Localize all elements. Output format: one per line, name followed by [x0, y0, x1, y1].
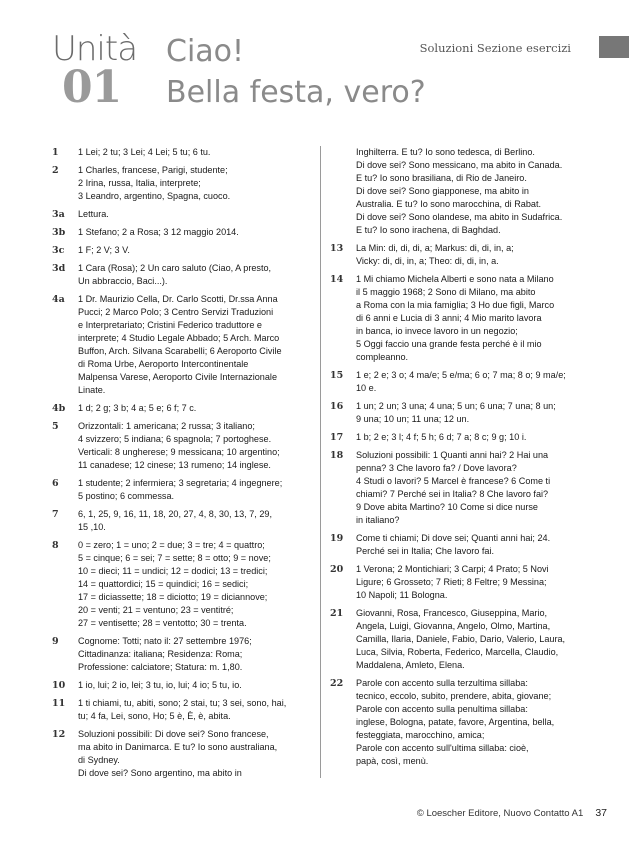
- answer-line: 15 ,10.: [78, 522, 106, 532]
- exercise-number: 20: [330, 564, 344, 575]
- exercise-number: 16: [330, 401, 344, 412]
- answer-line: in banca, io invece lavoro in un negozio;: [356, 326, 518, 336]
- exercise-entry: [52, 539, 318, 630]
- exercise-number: 3b: [52, 227, 66, 238]
- answer-line: compleanno.: [356, 352, 409, 362]
- answer-line: a Roma con la mia famiglia; 3 Ho due figli, Marco: [356, 300, 555, 310]
- answer-line: penna? 3 Che lavoro fa? / Dove lavora?: [356, 463, 517, 473]
- answer-line: Un abbraccio, Baci...).: [78, 276, 168, 286]
- answer-line: Angela, Luigi, Giovanna, Angelo, Olmo, Martina,: [356, 621, 551, 631]
- exercise-entry: [330, 607, 584, 672]
- answer-line: Buffon, Arch. Silvana Scarabelli; 6 Aeroporto Civile: [78, 346, 282, 356]
- answer-line: 10 e.: [356, 383, 377, 393]
- exercise-number: 3c: [52, 245, 65, 256]
- answer-line: Di dove sei? Sono messicano, ma abito in Canada.: [356, 160, 563, 170]
- exercise-entry: [52, 146, 318, 159]
- answer-line: in italiano?: [356, 515, 400, 525]
- exercise-entry: [52, 420, 318, 472]
- exercise-number: 7: [52, 509, 59, 520]
- answer-line: 1 Lei; 2 tu; 3 Lei; 4 Lei; 5 tu; 6 tu.: [78, 147, 211, 157]
- answer-line: Maddalena, Amleto, Elena.: [356, 660, 465, 670]
- answer-line: interprete; 4 Studio Legale Abbado; 5 Arch. Marco: [78, 333, 280, 343]
- answer-line: Soluzioni possibili: Di dove sei? Sono francese,: [78, 729, 269, 739]
- answer-line: Come ti chiami; Di dove sei; Quanti anni hai; 24.: [356, 533, 551, 543]
- answer-line: Verticali: 8 ungherese; 9 messicana; 10 argentino;: [78, 447, 280, 457]
- answer-line: Soluzioni possibili: 1 Quanti anni hai? 2 Hai una: [356, 450, 549, 460]
- answer-line: inglese, Bologna, patate, favore, Argentina, bella,: [356, 717, 555, 727]
- answer-line: di Roma Urbe, Aeroporto Intercontinentale: [78, 359, 249, 369]
- exercise-entry: [330, 400, 584, 426]
- exercise-entry: [52, 164, 318, 203]
- exercise-entry: [52, 679, 318, 692]
- answer-line: Malpensa Varese, Aeroporto Civile Internazionale: [78, 372, 277, 382]
- exercise-number: 1: [52, 147, 59, 158]
- answer-line: Pucci; 2 Marco Polo; 3 Centro Servizi Traduzioni: [78, 307, 274, 317]
- page-number: 37: [595, 807, 607, 819]
- answer-line: 1 F; 2 V; 3 V.: [78, 245, 130, 255]
- answer-line: Lettura.: [78, 209, 109, 219]
- exercise-number: 22: [330, 678, 344, 689]
- exercise-entry: [52, 262, 318, 288]
- exercise-entry: [52, 508, 318, 534]
- answer-line: La Min: di, di, di, a; Markus: di, di, in, a;: [356, 243, 514, 253]
- answer-line: Camilla, Ilaria, Daniele, Fabio, Dario, Valerio, Laura,: [356, 634, 566, 644]
- answer-line: Inghilterra. E tu? Io sono tedesca, di Berlino.: [356, 147, 535, 157]
- column-divider: [320, 146, 321, 778]
- answer-line: Giovanni, Rosa, Francesco, Giuseppina, Mario,: [356, 608, 548, 618]
- answer-line: 9 una; 10 un; 11 una; 12 un.: [356, 414, 470, 424]
- answer-line: Ligure; 6 Grosseto; 7 Rieti; 8 Feltre; 9 Messina;: [356, 577, 547, 587]
- exercise-number: 17: [330, 432, 344, 443]
- exercise-number: 5: [52, 421, 59, 432]
- section-tab-marker: [599, 36, 629, 58]
- answer-line: Professione: calciatore; Statura: m. 1,80.: [78, 662, 243, 672]
- answer-line: Linate.: [78, 385, 106, 395]
- exercise-entry: [330, 532, 584, 558]
- answer-line: Orizzontali: 1 americana; 2 russa; 3 italiano;: [78, 421, 255, 431]
- answer-line: Di dove sei? Sono argentino, ma abito in: [78, 768, 242, 778]
- answer-line: Di dove sei? Sono olandese, ma abito in Sudafrica.: [356, 212, 563, 222]
- exercise-number: 10: [52, 680, 66, 691]
- answer-line: papà, così, menù.: [356, 756, 429, 766]
- exercise-entry: [330, 563, 584, 602]
- answer-line: 1 Dr. Maurizio Cella, Dr. Carlo Scotti, Dr.ssa Anna: [78, 294, 278, 304]
- exercise-entry: [330, 431, 584, 444]
- exercise-entry: [52, 728, 318, 780]
- exercise-number: 9: [52, 636, 59, 647]
- exercise-entry: [52, 208, 318, 221]
- answer-line: 1 b; 2 e; 3 l; 4 f; 5 h; 6 d; 7 a; 8 c; 9 g; 10 i.: [356, 432, 527, 442]
- publisher-credit: © Loescher Editore, Nuovo Contatto A1: [416, 808, 584, 819]
- answer-line: 4 Studi o lavori? 5 Marcel è francese? 6 Come ti: [356, 476, 551, 486]
- exercise-number: 6: [52, 478, 59, 489]
- answer-line: 3 Leandro, argentino, Spagna, cuoco.: [78, 191, 231, 201]
- page-title-line-1: Ciao!: [166, 34, 245, 69]
- left-column: [52, 146, 318, 785]
- answer-line: 5 = cinque; 6 = sei; 7 = sette; 8 = otto; 9 = nove;: [78, 553, 271, 563]
- exercise-entry: [52, 697, 318, 723]
- exercise-entry: [330, 242, 584, 268]
- exercise-number: 21: [330, 608, 344, 619]
- answer-line: 9 Dove abita Martino? 10 Come si dice nurse: [356, 502, 538, 512]
- answer-line: 1 Charles, francese, Parigi, studente;: [78, 165, 228, 175]
- answer-line: festeggiata, marocchino, amica;: [356, 730, 485, 740]
- answer-line: 10 Napoli; 11 Bologna.: [356, 590, 448, 600]
- answer-line: Parole con accento sulla terzultima sillaba:: [356, 678, 528, 688]
- unit-label: Unità: [52, 29, 138, 69]
- exercise-entry: [330, 449, 584, 527]
- answer-line: 5 Oggi faccio una grande festa perché è il mio: [356, 339, 542, 349]
- page-title-line-2: Bella festa, vero?: [166, 75, 426, 110]
- section-label: Soluzioni Sezione esercizi: [419, 41, 571, 55]
- answer-line: 1 e; 2 e; 3 o; 4 ma/e; 5 e/ma; 6 o; 7 ma; 8 o; 9 ma/e;: [356, 370, 566, 380]
- answer-line: Cognome: Totti; nato il: 27 settembre 1976;: [78, 636, 252, 646]
- exercise-number: 8: [52, 540, 59, 551]
- answer-line: 2 Irina, russa, Italia, interprete;: [78, 178, 201, 188]
- exercise-entry: [330, 677, 584, 768]
- answer-line: 17 = diciassette; 18 = diciotto; 19 = diciannove;: [78, 592, 268, 602]
- exercise-entry: [330, 146, 584, 237]
- exercise-entry: [52, 635, 318, 674]
- answer-line: 10 = dieci; 11 = undici; 12 = dodici; 13 = tredici;: [78, 566, 268, 576]
- answer-line: 1 d; 2 g; 3 b; 4 a; 5 e; 6 f; 7 c.: [78, 403, 197, 413]
- exercise-entry: [330, 369, 584, 395]
- answer-line: 1 Stefano; 2 a Rosa; 3 12 maggio 2014.: [78, 227, 239, 237]
- answer-line: 1 un; 2 un; 3 una; 4 una; 5 un; 6 una; 7 una; 8 un;: [356, 401, 556, 411]
- exercise-number: 15: [330, 370, 344, 381]
- answer-line: Parole con accento sulla penultima sillaba:: [356, 704, 528, 714]
- exercise-number: 13: [330, 243, 344, 254]
- answer-line: 1 Mi chiamo Michela Alberti e sono nata a Milano: [356, 274, 554, 284]
- answer-line: 11 canadese; 12 cinese; 13 rumeno; 14 inglese.: [78, 460, 271, 470]
- answer-line: Cittadinanza: italiana; Residenza: Roma;: [78, 649, 243, 659]
- exercise-number: 3a: [52, 209, 65, 220]
- exercise-entry: [52, 293, 318, 397]
- exercise-number: 3d: [52, 263, 66, 274]
- answer-line: ma abito in Danimarca. E tu? Io sono australiana,: [78, 742, 278, 752]
- exercise-entry: [52, 244, 318, 257]
- footer: [417, 807, 607, 819]
- answer-line: 6, 1, 25, 9, 16, 11, 18, 20, 27, 4, 8, 30, 13, 7, 29,: [78, 509, 272, 519]
- answer-line: Perché sei in Italia; Che lavoro fai.: [356, 546, 494, 556]
- answer-line: E tu? Io sono irachena, di Baghdad.: [356, 225, 501, 235]
- answer-line: tecnico, eccolo, subito, prendere, abita, giovane;: [356, 691, 552, 701]
- exercise-entry: [52, 226, 318, 239]
- answer-line: 5 postino; 6 commessa.: [78, 491, 175, 501]
- answer-line: Australia. E tu? Io sono marocchina, di Rabat.: [356, 199, 542, 209]
- answer-line: il 5 maggio 1968; 2 Sono di Milano, ma abito: [356, 287, 536, 297]
- answer-line: 1 io, lui; 2 io, lei; 3 tu, io, lui; 4 io; 5 tu, io.: [78, 680, 242, 690]
- exercise-entry: [52, 402, 318, 415]
- answer-line: 1 Cara (Rosa); 2 Un caro saluto (Ciao, A presto,: [78, 263, 272, 273]
- answer-line: Parole con accento sull'ultima sillaba: cioè,: [356, 743, 529, 753]
- answer-line: 1 Verona; 2 Montichiari; 3 Carpi; 4 Prato; 5 Novi: [356, 564, 549, 574]
- exercise-number: 14: [330, 274, 344, 285]
- answer-line: chiami? 7 Perché sei in Italia? 8 Che lavoro fai?: [356, 489, 549, 499]
- answer-line: tu; 4 fa, Lei, sono, Ho; 5 è, È, è, abita.: [78, 711, 231, 721]
- answer-line: 0 = zero; 1 = uno; 2 = due; 3 = tre; 4 = quattro;: [78, 540, 265, 550]
- exercise-number: 2: [52, 165, 59, 176]
- answer-line: 14 = quattordici; 15 = quindici; 16 = sedici;: [78, 579, 249, 589]
- exercise-entry: [330, 273, 584, 364]
- answer-line: di 6 anni e Lucia di 3 anni; 4 Mio marito lavora: [356, 313, 542, 323]
- answer-line: e Interpretariato; Cristini Federico traduttore e: [78, 320, 262, 330]
- exercise-number: 4b: [52, 403, 66, 414]
- unit-number: 01: [62, 62, 122, 113]
- exercise-number: 12: [52, 729, 66, 740]
- answer-line: 27 = ventisette; 28 = ventotto; 30 = trenta.: [78, 618, 247, 628]
- answer-line: 20 = venti; 21 = ventuno; 23 = ventitré;: [78, 605, 234, 615]
- answer-line: Luca, Silvia, Roberta, Federico, Marcella, Claudio,: [356, 647, 559, 657]
- exercise-entry: [52, 477, 318, 503]
- right-column: [330, 146, 584, 773]
- exercise-number: 18: [330, 450, 344, 461]
- answer-line: Di dove sei? Sono giapponese, ma abito in: [356, 186, 529, 196]
- exercise-number: 4a: [52, 294, 65, 305]
- answer-line: 1 studente; 2 infermiera; 3 segretaria; 4 ingegnere;: [78, 478, 283, 488]
- answer-line: 4 svizzero; 5 indiana; 6 spagnola; 7 portoghese.: [78, 434, 272, 444]
- exercise-number: 19: [330, 533, 344, 544]
- answer-line: di Sydney.: [78, 755, 120, 765]
- answer-line: 1 ti chiami, tu, abiti, sono; 2 stai, tu; 3 sei, sono, hai,: [78, 698, 287, 708]
- exercise-number: 11: [52, 698, 66, 709]
- answer-line: E tu? Io sono brasiliana, di Rio de Janeiro.: [356, 173, 527, 183]
- answer-line: Vicky: di, di, in, a; Theo: di, di, in, a.: [356, 256, 499, 266]
